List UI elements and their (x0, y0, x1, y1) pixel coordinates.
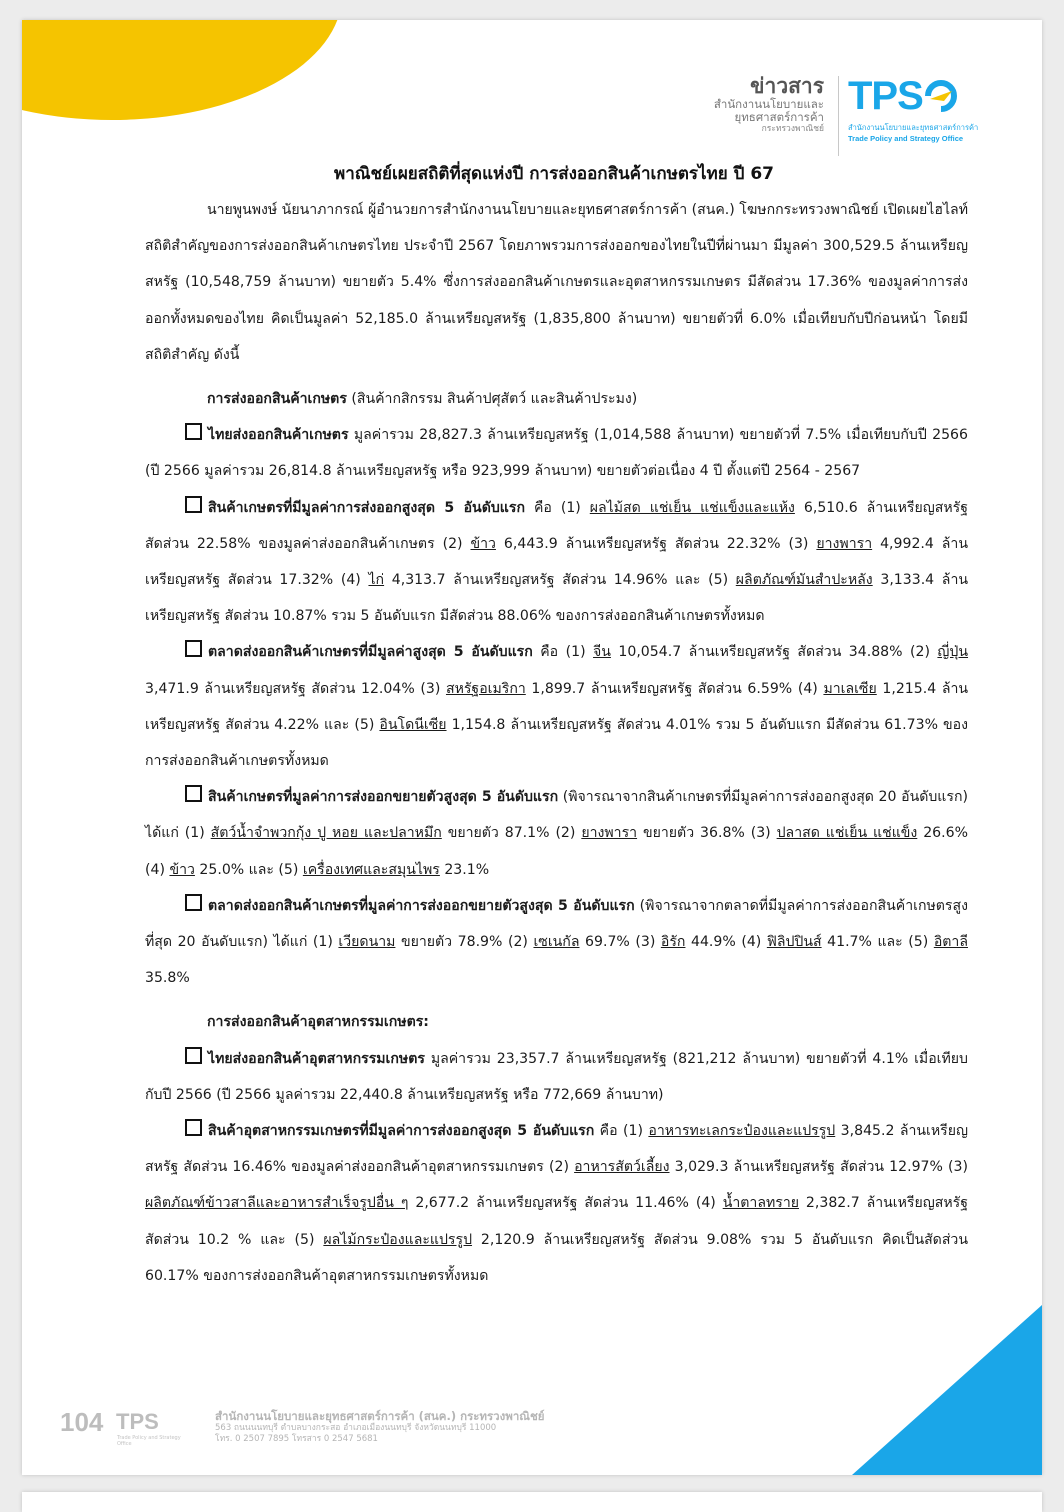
header-divider (838, 76, 839, 156)
agri-total-paragraph: ไทยส่งออกสินค้าเกษตร มูลค่ารวม 28,827.3 ล้านเหรียญสหรัฐ (1,014,588 ล้านบาท) ขยายตัวที่ 7.5% เมื่อเทียบกับปี 2566 (ปี 2566 มูลค่ารวม 26,814.8 ล้านเหรียญสหรัฐ หรือ 923,999 ล้านบาท) ขยายตัวต่อเนื่อง 4 ปี ตั้งแต่ปี 2564 - 2567 (145, 417, 968, 489)
checkbox-icon (185, 496, 202, 513)
blue-corner-shape (852, 1305, 1042, 1475)
footer (60, 1405, 760, 1455)
office-line-2: ยุทธศาสตร์การค้า (734, 110, 824, 125)
ministry-label: กระทรวงพาณิชย์ (761, 123, 824, 134)
checkbox-icon (185, 1119, 202, 1136)
header-text-block (652, 74, 824, 134)
agri-top-products-paragraph: สินค้าเกษตรที่มีมูลค่าการส่งออกสูงสุด 5 อันดับแรก คือ (1) ผลไม้สด แช่เย็น แช่แข็งและแห้ง 6,510.6 ล้านเหรียญสหรัฐ สัดส่วน 22.58% ของมูลค่าส่งออกสินค้าเกษตร (2) ข้าว 6,443.9 ล้านเหรียญสหรัฐ สัดส่วน 22.32% (3) ยางพารา 4,992.4 ล้านเหรียญสหรัฐ สัดส่วน 17.32% (4) ไก่ 4,313.7 ล้านเหรียญสหรัฐ สัดส่วน 14.96% และ (5) ผลิตภัณฑ์มันสำปะหลัง 3,133.4 ล้านเหรียญสหรัฐ สัดส่วน 10.87% รวม 5 อันดับแรก มีสัดส่วน 88.06% ของการส่งออกสินค้าเกษตรทั้งหมด (145, 490, 968, 635)
logo-o-swoosh-icon (924, 79, 958, 113)
footer-office-name: สำนักงานนโยบายและยุทธศาสตร์การค้า (สนค.) กระทรวงพาณิชย์ (215, 1409, 545, 1423)
footer-phone: โทร. 0 2507 7895 โทรสาร 0 2547 5681 (215, 1434, 378, 1444)
yellow-corner-shape (22, 20, 342, 120)
footer-contact (215, 1409, 545, 1445)
agro-top-products-paragraph: สินค้าอุตสาหกรรมเกษตรที่มีมูลค่าการส่งออกสูงสุด 5 อันดับแรก คือ (1) อาหารทะเลกระป๋องและแปรรูป 3,845.2 ล้านเหรียญสหรัฐ สัดส่วน 16.46% ของมูลค่าส่งออกสินค้าอุตสาหกรรมเกษตร (2) อาหารสัตว์เลี้ยง 3,029.3 ล้านเหรียญสหรัฐ สัดส่วน 12.97% (3) ผลิตภัณฑ์ข้าวสาลีและอาหารสำเร็จรูปอื่น ๆ 2,677.2 ล้านเหรียญสหรัฐ สัดส่วน 11.46% (4) น้ำตาลทราย 2,382.7 ล้านเหรียญสหรัฐ สัดส่วน 10.2 % และ (5) ผลไม้กระป๋องและแปรรูป 2,120.9 ล้านเหรียญสหรัฐ สัดส่วน 9.08% รวม 5 อันดับแรก คิดเป็นสัดส่วน 60.17% ของการส่งออกสินค้าอุตสาหกรรมเกษตรทั้งหมด (145, 1113, 968, 1294)
tpso-logo (848, 76, 1028, 143)
next-page-edge (22, 1492, 1042, 1512)
agro-section-heading: การส่งออกสินค้าอุตสาหกรรมเกษตร: (207, 1014, 429, 1031)
agri-top-markets-paragraph: ตลาดส่งออกสินค้าเกษตรที่มีมูลค่าสูงสุด 5 อันดับแรก คือ (1) จีน 10,054.7 ล้านเหรียญสหรัฐ สัดส่วน 34.88% (2) ญี่ปุ่น 3,471.9 ล้านเหรียญสหรัฐ สัดส่วน 12.04% (3) สหรัฐอเมริกา 1,899.7 ล้านเหรียญสหรัฐ สัดส่วน 6.59% (4) มาเลเซีย 1,215.4 ล้านเหรียญสหรัฐ สัดส่วน 4.22% และ (5) อินโดนีเซีย 1,154.8 ล้านเหรียญสหรัฐ สัดส่วน 4.01% รวม 5 อันดับแรก มีสัดส่วน 61.73% ของการส่งออกสินค้าเกษตรทั้งหมด (145, 634, 968, 779)
agro-total-paragraph: ไทยส่งออกสินค้าอุตสาหกรรมเกษตร มูลค่ารวม 23,357.7 ล้านเหรียญสหรัฐ (821,212 ล้านบาท) ขยายตัวที่ 4.1% เมื่อเทียบกับปี 2566 (ปี 2566 มูลค่ารวม 22,440.8 ล้านเหรียญสหรัฐ หรือ 772,669 ล้านบาท) (145, 1041, 968, 1113)
footer-logo: TPS (116, 1409, 159, 1434)
checkbox-icon (185, 785, 202, 802)
checkbox-icon (185, 423, 202, 440)
anniversary-badge: 104 (60, 1407, 104, 1437)
footer-logo-sub: Trade Policy and Strategy Office (117, 1435, 181, 1447)
agri-section-heading: การส่งออกสินค้าเกษตร (สินค้ากสิกรรม สินค้าปศุสัตว์ และสินค้าประมง) (207, 391, 638, 408)
checkbox-icon (185, 894, 202, 911)
footer-address: 563 ถนนนนทบุรี ตำบลบางกระสอ อำเภอเมืองนนทบุรี จังหวัดนนทบุรี 11000 (215, 1423, 497, 1434)
logo-text: TPS (848, 74, 923, 118)
intro-paragraph: นายพูนพงษ์ นัยนาภากรณ์ ผู้อำนวยการสำนักงานนโยบายและยุทธศาสตร์การค้า (สนค.) โฆษกกระทรวงพาณิชย์ เปิดเผยไฮไลท์สถิติสำคัญของการส่งออกสินค้าเกษตรไทย ประจำปี 2567 โดยภาพรวมการส่งออกของไทยในปีที่ผ่านมา มีมูลค่า 300,529.5 ล้านเหรียญสหรัฐ (10,548,759 ล้านบาท) ขยายตัว 5.4% ซึ่งการส่งออกสินค้าเกษตรและอุตสาหกรรมเกษตร มีสัดส่วน 17.36% ของมูลค่าการส่งออกทั้งหมดของไทย คิดเป็นมูลค่า 52,185.0 ล้านเหรียญสหรัฐ (1,835,800 ล้านบาท) ขยายตัวที่ 6.0% เมื่อเทียบกับปีก่อนหน้า โดยมีสถิติสำคัญ ดังนี้ (145, 202, 968, 363)
checkbox-icon (185, 1047, 202, 1064)
checkbox-icon (185, 640, 202, 657)
agri-growth-products-paragraph: สินค้าเกษตรที่มูลค่าการส่งออกขยายตัวสูงสุด 5 อันดับแรก (พิจารณาจากสินค้าเกษตรที่มีมูลค่าการส่งออกสูงสุด 20 อันดับแรก) ได้แก่ (1) สัตว์น้ำจำพวกกุ้ง ปู หอย และปลาหมึก ขยายตัว 87.1% (2) ยางพารา ขยายตัว 36.8% (3) ปลาสด แช่เย็น แช่แข็ง 26.6% (4) ข้าว 25.0% และ (5) เครื่องเทศและสมุนไพร 23.1% (145, 779, 968, 888)
document-title: พาณิชย์เผยสถิติที่สุดแห่งปี การส่งออกสินค้าเกษตรไทย ปี 67 (333, 164, 775, 184)
document-page (22, 20, 1042, 1475)
office-line-1: สำนักงานนโยบายและ (713, 97, 824, 112)
agri-growth-markets-paragraph: ตลาดส่งออกสินค้าเกษตรที่มูลค่าการส่งออกขยายตัวสูงสุด 5 อันดับแรก (พิจารณาจากตลาดที่มีมูลค่าการส่งออกสินค้าเกษตรสูงที่สุด 20 อันดับแรก) ได้แก่ (1) เวียดนาม ขยายตัว 78.9% (2) เซเนกัล 69.7% (3) อิรัก 44.9% (4) ฟิลิปปินส์ 41.7% และ (5) อิตาลี 35.8% (145, 888, 968, 997)
logo-sub-thai: สำนักงานนโยบายและยุทธศาสตร์การค้า (848, 123, 979, 132)
logo-sub-english: Trade Policy and Strategy Office (848, 134, 964, 143)
news-label: ข่าวสาร (750, 74, 824, 98)
document-body (145, 192, 968, 1294)
